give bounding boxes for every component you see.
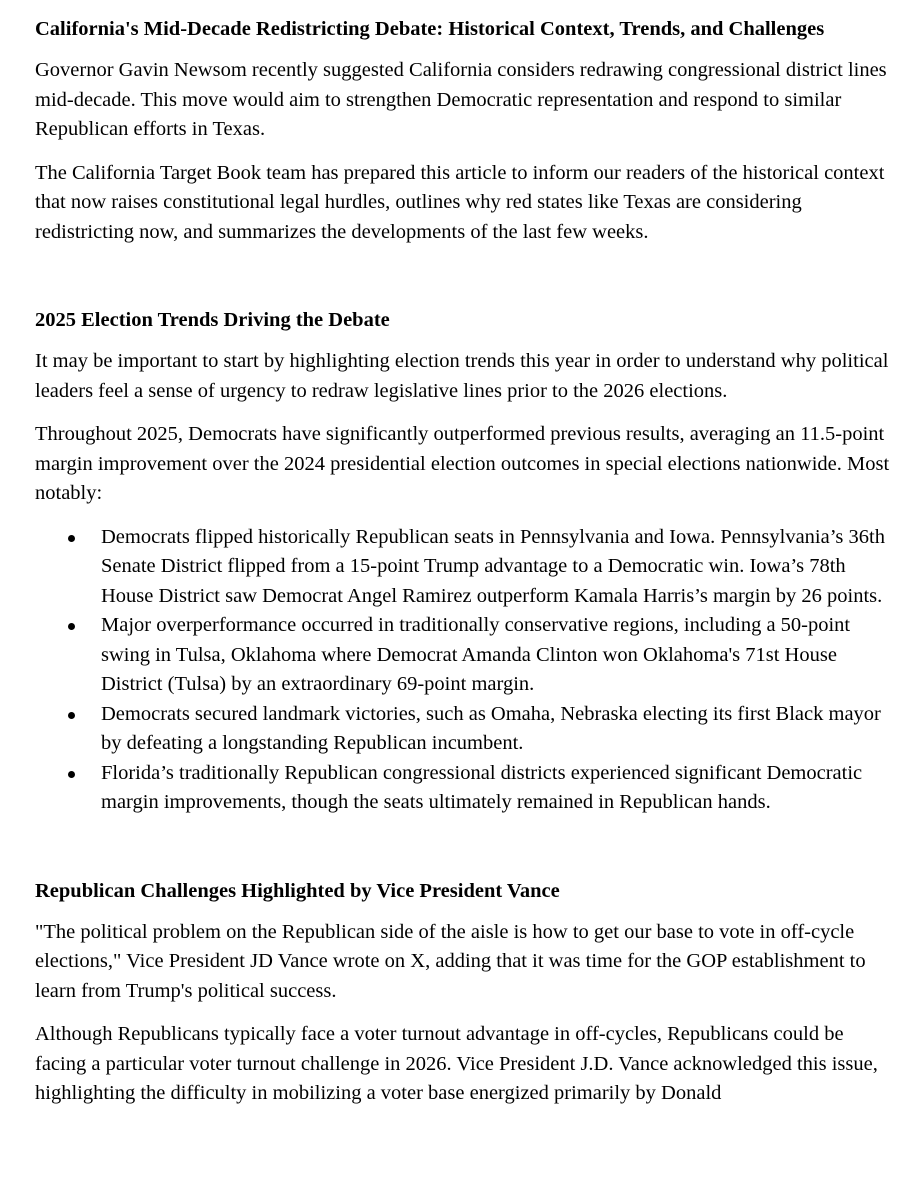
vance-paragraph-1: "The political problem on the Republican side of the aisle is how to get our base to vote in off-cycle elections," Vice President JD Vance wrote on X, adding that it was time for the GOP establishment to learn from Trump's political success. xyxy=(35,920,866,1002)
section-heading-vance: Republican Challenges Highlighted by Vice President Vance xyxy=(35,879,560,902)
list-item xyxy=(35,700,895,759)
trends-paragraph-1: It may be important to start by highlighting election trends this year in order to understand why political leaders feel a sense of urgency to redraw legislative lines prior to the 2026 elections. xyxy=(35,350,889,402)
list-item-text: Democrats flipped historically Republican seats in Pennsylvania and Iowa. Pennsylvania’s 36th Senate District flipped from a 15-point Trump advantage to a Democratic win. Iowa’s 78th House District saw Democrat Angel Ramirez outperform Kamala Harris’s margin by 26 points. xyxy=(101,525,885,607)
list-item-text: Democrats secured landmark victories, such as Omaha, Nebraska electing its first Black mayor by defeating a longstanding Republican incumbent. xyxy=(101,702,881,754)
bullet-icon xyxy=(68,771,75,778)
list-item-text: Florida’s traditionally Republican congressional districts experienced significant Democratic margin improvements, though the seats ultimately remained in Republican hands. xyxy=(101,761,863,813)
intro-paragraph-2: The California Target Book team has prepared this article to inform our readers of the historical context that now raises constitutional legal hurdles, outlines why red states like Texas are considering redistricting now, and summarizes the developments of the last few weeks. xyxy=(35,161,885,243)
list-item xyxy=(35,759,895,818)
trends-paragraph-2: Throughout 2025, Democrats have significantly outperformed previous results, averaging an 11.5-point margin improvement over the 2024 presidential election outcomes in special elections nationwide. Most notably: xyxy=(35,423,890,504)
article xyxy=(35,14,895,1109)
list-item xyxy=(35,523,895,612)
vance-paragraph-2: Although Republicans typically face a voter turnout advantage in off-cycles, Republicans could be facing a particular voter turnout challenge in 2026. Vice President J.D. Vance acknowledged this issue, highlighting the difficulty in mobilizing a voter base energized primarily by Donald xyxy=(35,1023,878,1104)
list-item xyxy=(35,611,895,700)
bullet-icon xyxy=(68,712,75,719)
article-title: California's Mid-Decade Redistricting Debate: Historical Context, Trends, and Challenges xyxy=(35,18,825,40)
bullet-icon xyxy=(68,535,75,542)
list-item-text: Major overperformance occurred in traditionally conservative regions, including a 50-point swing in Tulsa, Oklahoma where Democrat Amanda Clinton won Oklahoma's 71st House District (Tulsa) by an extraordinary 69-point margin. xyxy=(101,614,851,695)
section-heading-election-trends: 2025 Election Trends Driving the Debate xyxy=(35,309,390,331)
bullet-icon xyxy=(68,623,75,630)
trends-bullet-list xyxy=(35,523,895,818)
intro-paragraph-1: Governor Gavin Newsom recently suggested California considers redrawing congressional district lines mid-decade. This move would aim to strengthen Democratic representation and respond to similar Republican efforts in Texas. xyxy=(35,59,887,140)
